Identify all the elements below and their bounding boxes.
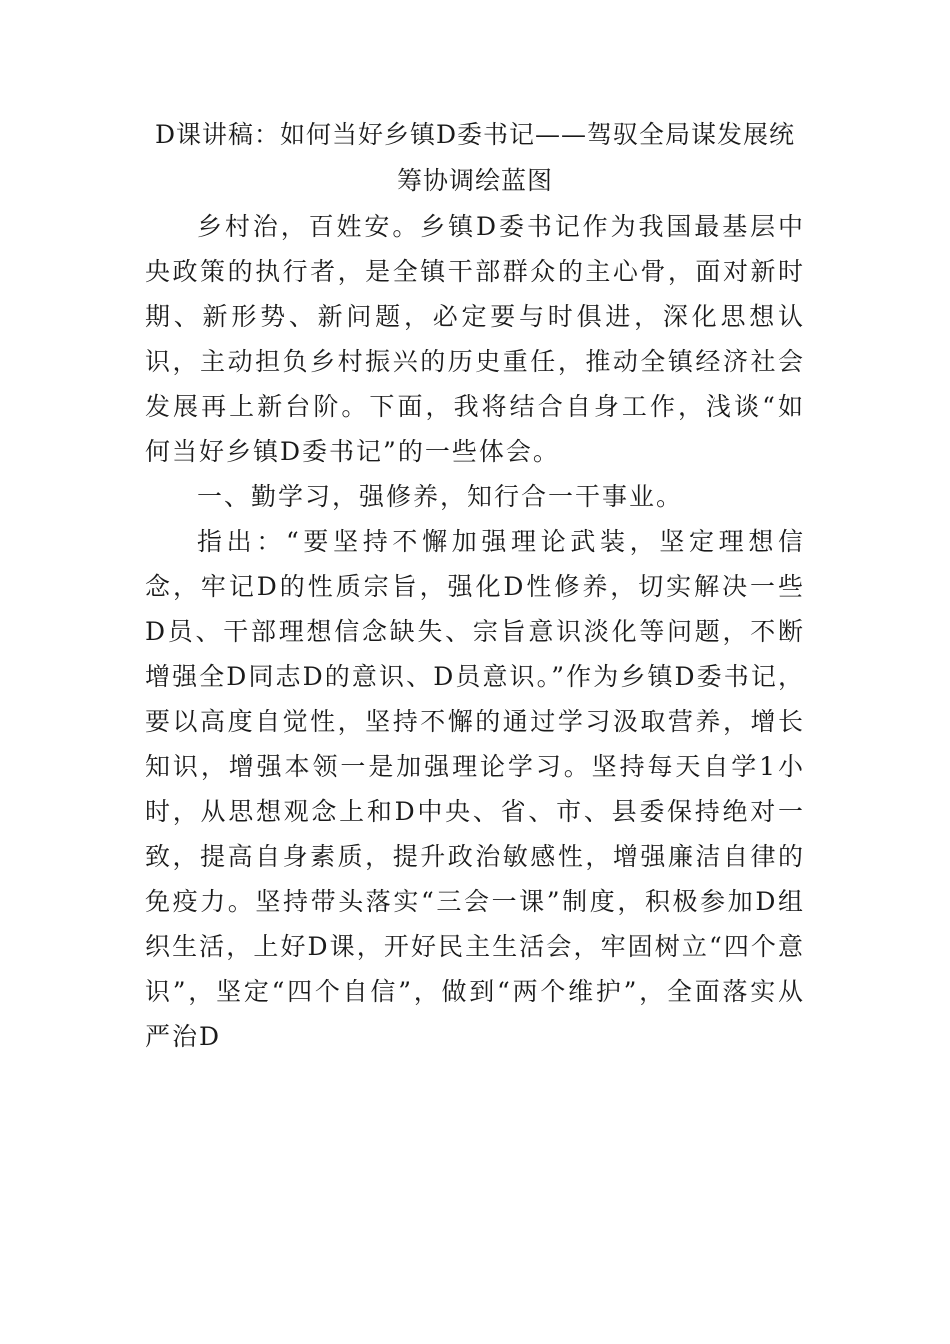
- paragraph-intro: 乡村治，百姓安。乡镇D委书记作为我国最基层中央政策的执行者，是全镇干部群众的主心骨，面对新时期、新形势、新问题，必定要与时俱进，深化思想认识，主动担负乡村振兴的历史重任，推动全镇经济社会发展再上新台阶。下面，我将结合自身工作，浅谈“如何当好乡镇D委书记”的一些体会。: [145, 212, 805, 466]
- document-title: D课讲稿：如何当好乡镇D委书记——驾驭全局谋发展统筹协调绘蓝图: [154, 120, 796, 195]
- paragraph-section-1: 指出：“要坚持不懈加强理论武装，坚定理想信念，牢记D的性质宗旨，强化D性修养，切实解决一些D员、干部理想信念缺失、宗旨意识淡化等问题，不断增强全D同志D的意识、D员意识。”作为乡镇D委书记，要以高度自觉性，坚持不懈的通过学习汲取营养，增长知识，增强本领一是加强理论学习。坚持每天自学1小时，从思想观念上和D中央、省、市、县委保持绝对一致，提高自身素质，提升政治敏感性，增强廉洁自律的免疫力。坚持带头落实“三会一课”制度，积极参加D组织生活，上好D课，开好民主生活会，牢固树立“四个意识”，坚定“四个自信”，做到“两个维护”，全面落实从严治D: [145, 527, 805, 1051]
- section-heading-1: 一、勤学习，强修养，知行合一干事业。: [197, 482, 684, 511]
- document-body: [145, 112, 805, 1059]
